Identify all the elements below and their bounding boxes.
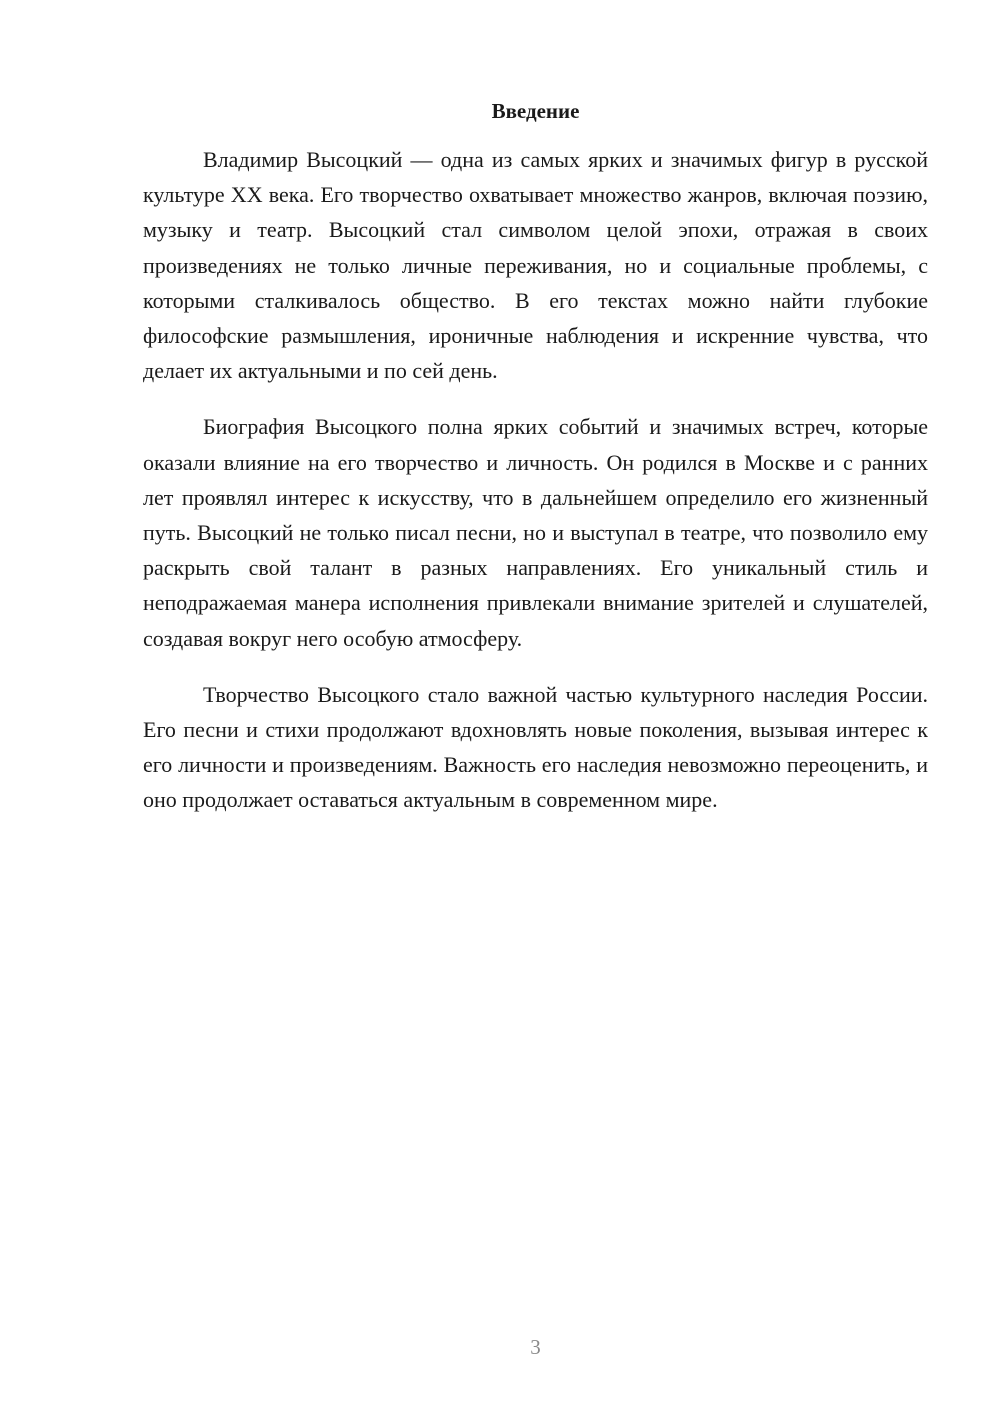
page-number: 3: [530, 1335, 541, 1359]
body-text: [143, 142, 928, 839]
paragraph-2: Биография Высоцкого полна ярких событий и значимых встреч, которые оказали влияние на его творчество и личность. Он родился в Москве и с ранних лет проявлял интерес к искусству, что в дальнейшем определило его жизненный путь. Высоцкий не только писал песни, но и выступал в театре, что позволило ему раскрыть свой талант в разных направлениях. Его уникальный стиль и неподражаемая манера исполнения привлекали внимание зрителей и слушателей, создавая вокруг него особую атмосферу.: [143, 414, 928, 651]
paragraph-3: Творчество Высоцкого стало важной частью культурного наследия России. Его песни и стихи продолжают вдохновлять новые поколения, вызывая интерес к его личности и произведениям. Важность его наследия невозможно переоценить, и оно продолжает оставаться актуальным в современном мире.: [143, 681, 928, 813]
paragraph-1: Владимир Высоцкий — одна из самых ярких и значимых фигур в русской культуре XX века. Его творчество охватывает множество жанров, включая поэзию, музыку и театр. Высоцкий стал символом целой эпохи, отражая в своих произведениях не только личные переживания, но и социальные проблемы, с которыми сталкивалось общество. В его текстах можно найти глубокие философские размышления, ироничные наблюдения и искренние чувства, что делает их актуальными и по сей день.: [143, 147, 928, 384]
section-heading: Введение: [491, 99, 580, 123]
